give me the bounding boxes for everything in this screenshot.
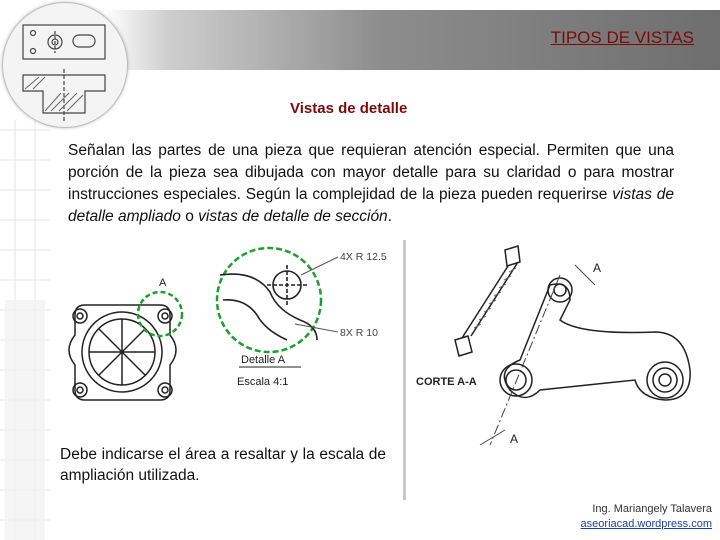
vertical-divider [403, 240, 406, 500]
detail-circle-marker [138, 292, 182, 336]
author-credit [581, 502, 712, 532]
author-website-link[interactable]: aseoriacad.wordpress.com [580, 518, 712, 530]
slide-title: TIPOS DE VISTAS [550, 28, 694, 47]
dimension-label-top: 4X R 12.5 [340, 251, 387, 263]
section-marker-bottom: A [510, 432, 519, 446]
body-text-part1: Señalan las partes de una pieza que requieran atención especial. Permiten que una porción de la pieza sea dibujada con mayor detalle para su claridad o para mostrar instrucciones especiales. Según la complejidad de la pieza pueden requerirse [68, 142, 674, 203]
body-text-emphasis-1: vistas de detalle ampliado [68, 186, 675, 225]
body-text-emphasis-2: vistas de detalle de sección [198, 208, 388, 225]
author-name: Ing. Mariangely Talavera [592, 503, 712, 515]
detail-view-figure [55, 240, 400, 440]
dimension-label-bottom: 8X R 10 [340, 327, 378, 339]
body-paragraph [68, 140, 674, 228]
note-paragraph: Debe indicarse el área a resaltar y la escala de ampliación utilizada. [60, 446, 386, 484]
drawing-logo [2, 2, 128, 128]
section-marker-top: A [593, 261, 602, 275]
enlarged-detail-drawing [220, 265, 317, 340]
detail-scale-label: Escala 4:1 [237, 376, 289, 388]
section-label: CORTE A-A [416, 376, 477, 388]
body-text-mid: o [180, 208, 199, 225]
section-subtitle: Vistas de detalle [290, 100, 408, 117]
detail-letter: A [159, 277, 167, 289]
body-text-end: . [387, 208, 392, 225]
section-view-figure [410, 240, 710, 455]
link-arm-drawing [500, 278, 690, 400]
flange-drawing [69, 305, 176, 400]
detail-name-label: Detalle A [241, 354, 286, 366]
bolt-drawing [455, 246, 520, 356]
